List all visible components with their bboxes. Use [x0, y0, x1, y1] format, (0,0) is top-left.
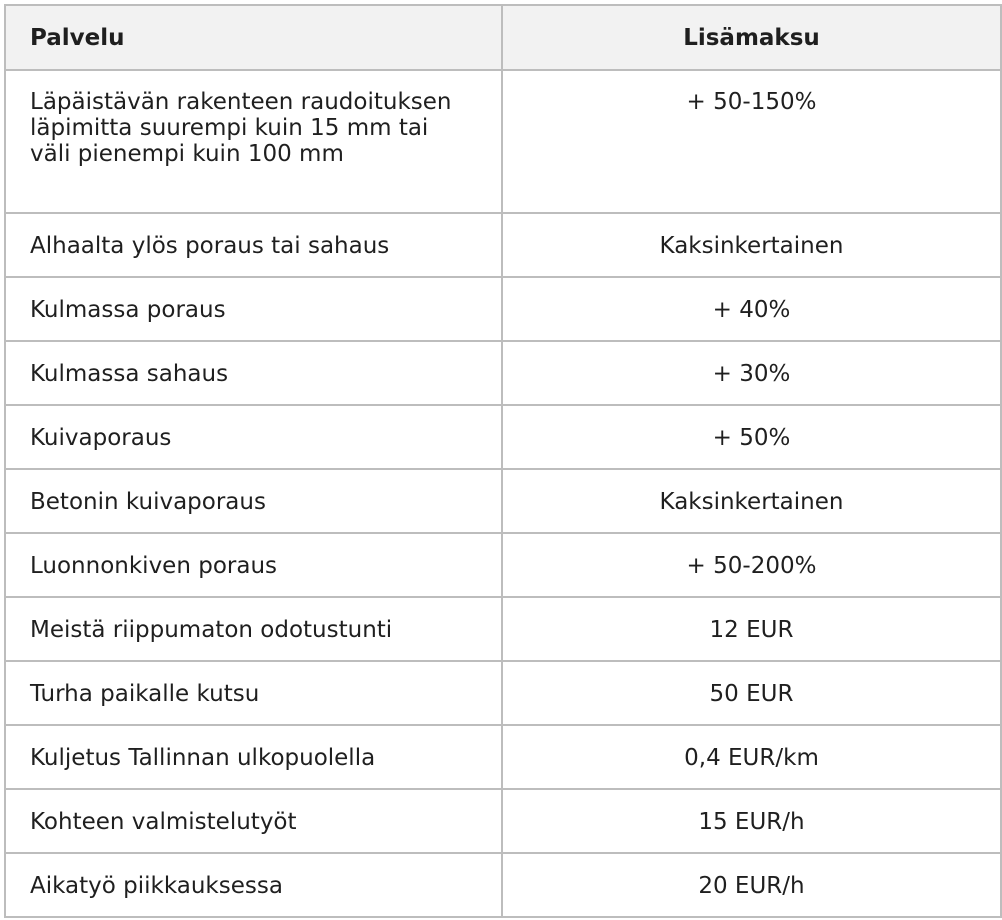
service-cell: Läpäistävän rakenteen raudoituksen läpimitta suurempi kuin 15 mm tai väli pienempi kuin 100 mm: [5, 70, 502, 213]
charge-cell: + 50-150%: [502, 70, 1001, 213]
header-service: Palvelu: [5, 5, 502, 70]
table-row: [5, 405, 1001, 469]
charge-cell: 15 EUR/h: [502, 789, 1001, 853]
table-row: [5, 661, 1001, 725]
charge-cell: Kaksinkertainen: [502, 469, 1001, 533]
charge-cell: + 30%: [502, 341, 1001, 405]
header-row: [5, 5, 1001, 70]
service-cell: Meistä riippumaton odotustunti: [5, 597, 502, 661]
header-charge: Lisämaksu: [502, 5, 1001, 70]
table-row: [5, 533, 1001, 597]
service-cell: Kuljetus Tallinnan ulkopuolella: [5, 725, 502, 789]
table-row: [5, 70, 1001, 213]
charge-cell: 12 EUR: [502, 597, 1001, 661]
service-cell: Kuivaporaus: [5, 405, 502, 469]
table-row: [5, 789, 1001, 853]
charge-cell: + 40%: [502, 277, 1001, 341]
charge-cell: 20 EUR/h: [502, 853, 1001, 917]
table-row: [5, 597, 1001, 661]
table-row: [5, 853, 1001, 917]
service-cell: Alhaalta ylös poraus tai sahaus: [5, 213, 502, 277]
service-cell: Kulmassa poraus: [5, 277, 502, 341]
table-body: [5, 70, 1001, 917]
charge-cell: 0,4 EUR/km: [502, 725, 1001, 789]
service-cell: Aikatyö piikkauksessa: [5, 853, 502, 917]
service-cell: Kohteen valmistelutyöt: [5, 789, 502, 853]
charge-cell: 50 EUR: [502, 661, 1001, 725]
table-row: [5, 277, 1001, 341]
table-header: [5, 5, 1001, 70]
charge-cell: + 50%: [502, 405, 1001, 469]
table-row: [5, 341, 1001, 405]
service-cell: Luonnonkiven poraus: [5, 533, 502, 597]
charge-cell: Kaksinkertainen: [502, 213, 1001, 277]
table-row: [5, 725, 1001, 789]
table-row: [5, 469, 1001, 533]
charge-cell: + 50-200%: [502, 533, 1001, 597]
service-cell: Turha paikalle kutsu: [5, 661, 502, 725]
table-row: [5, 213, 1001, 277]
service-cell: Betonin kuivaporaus: [5, 469, 502, 533]
service-cell: Kulmassa sahaus: [5, 341, 502, 405]
price-table: [4, 4, 1002, 918]
